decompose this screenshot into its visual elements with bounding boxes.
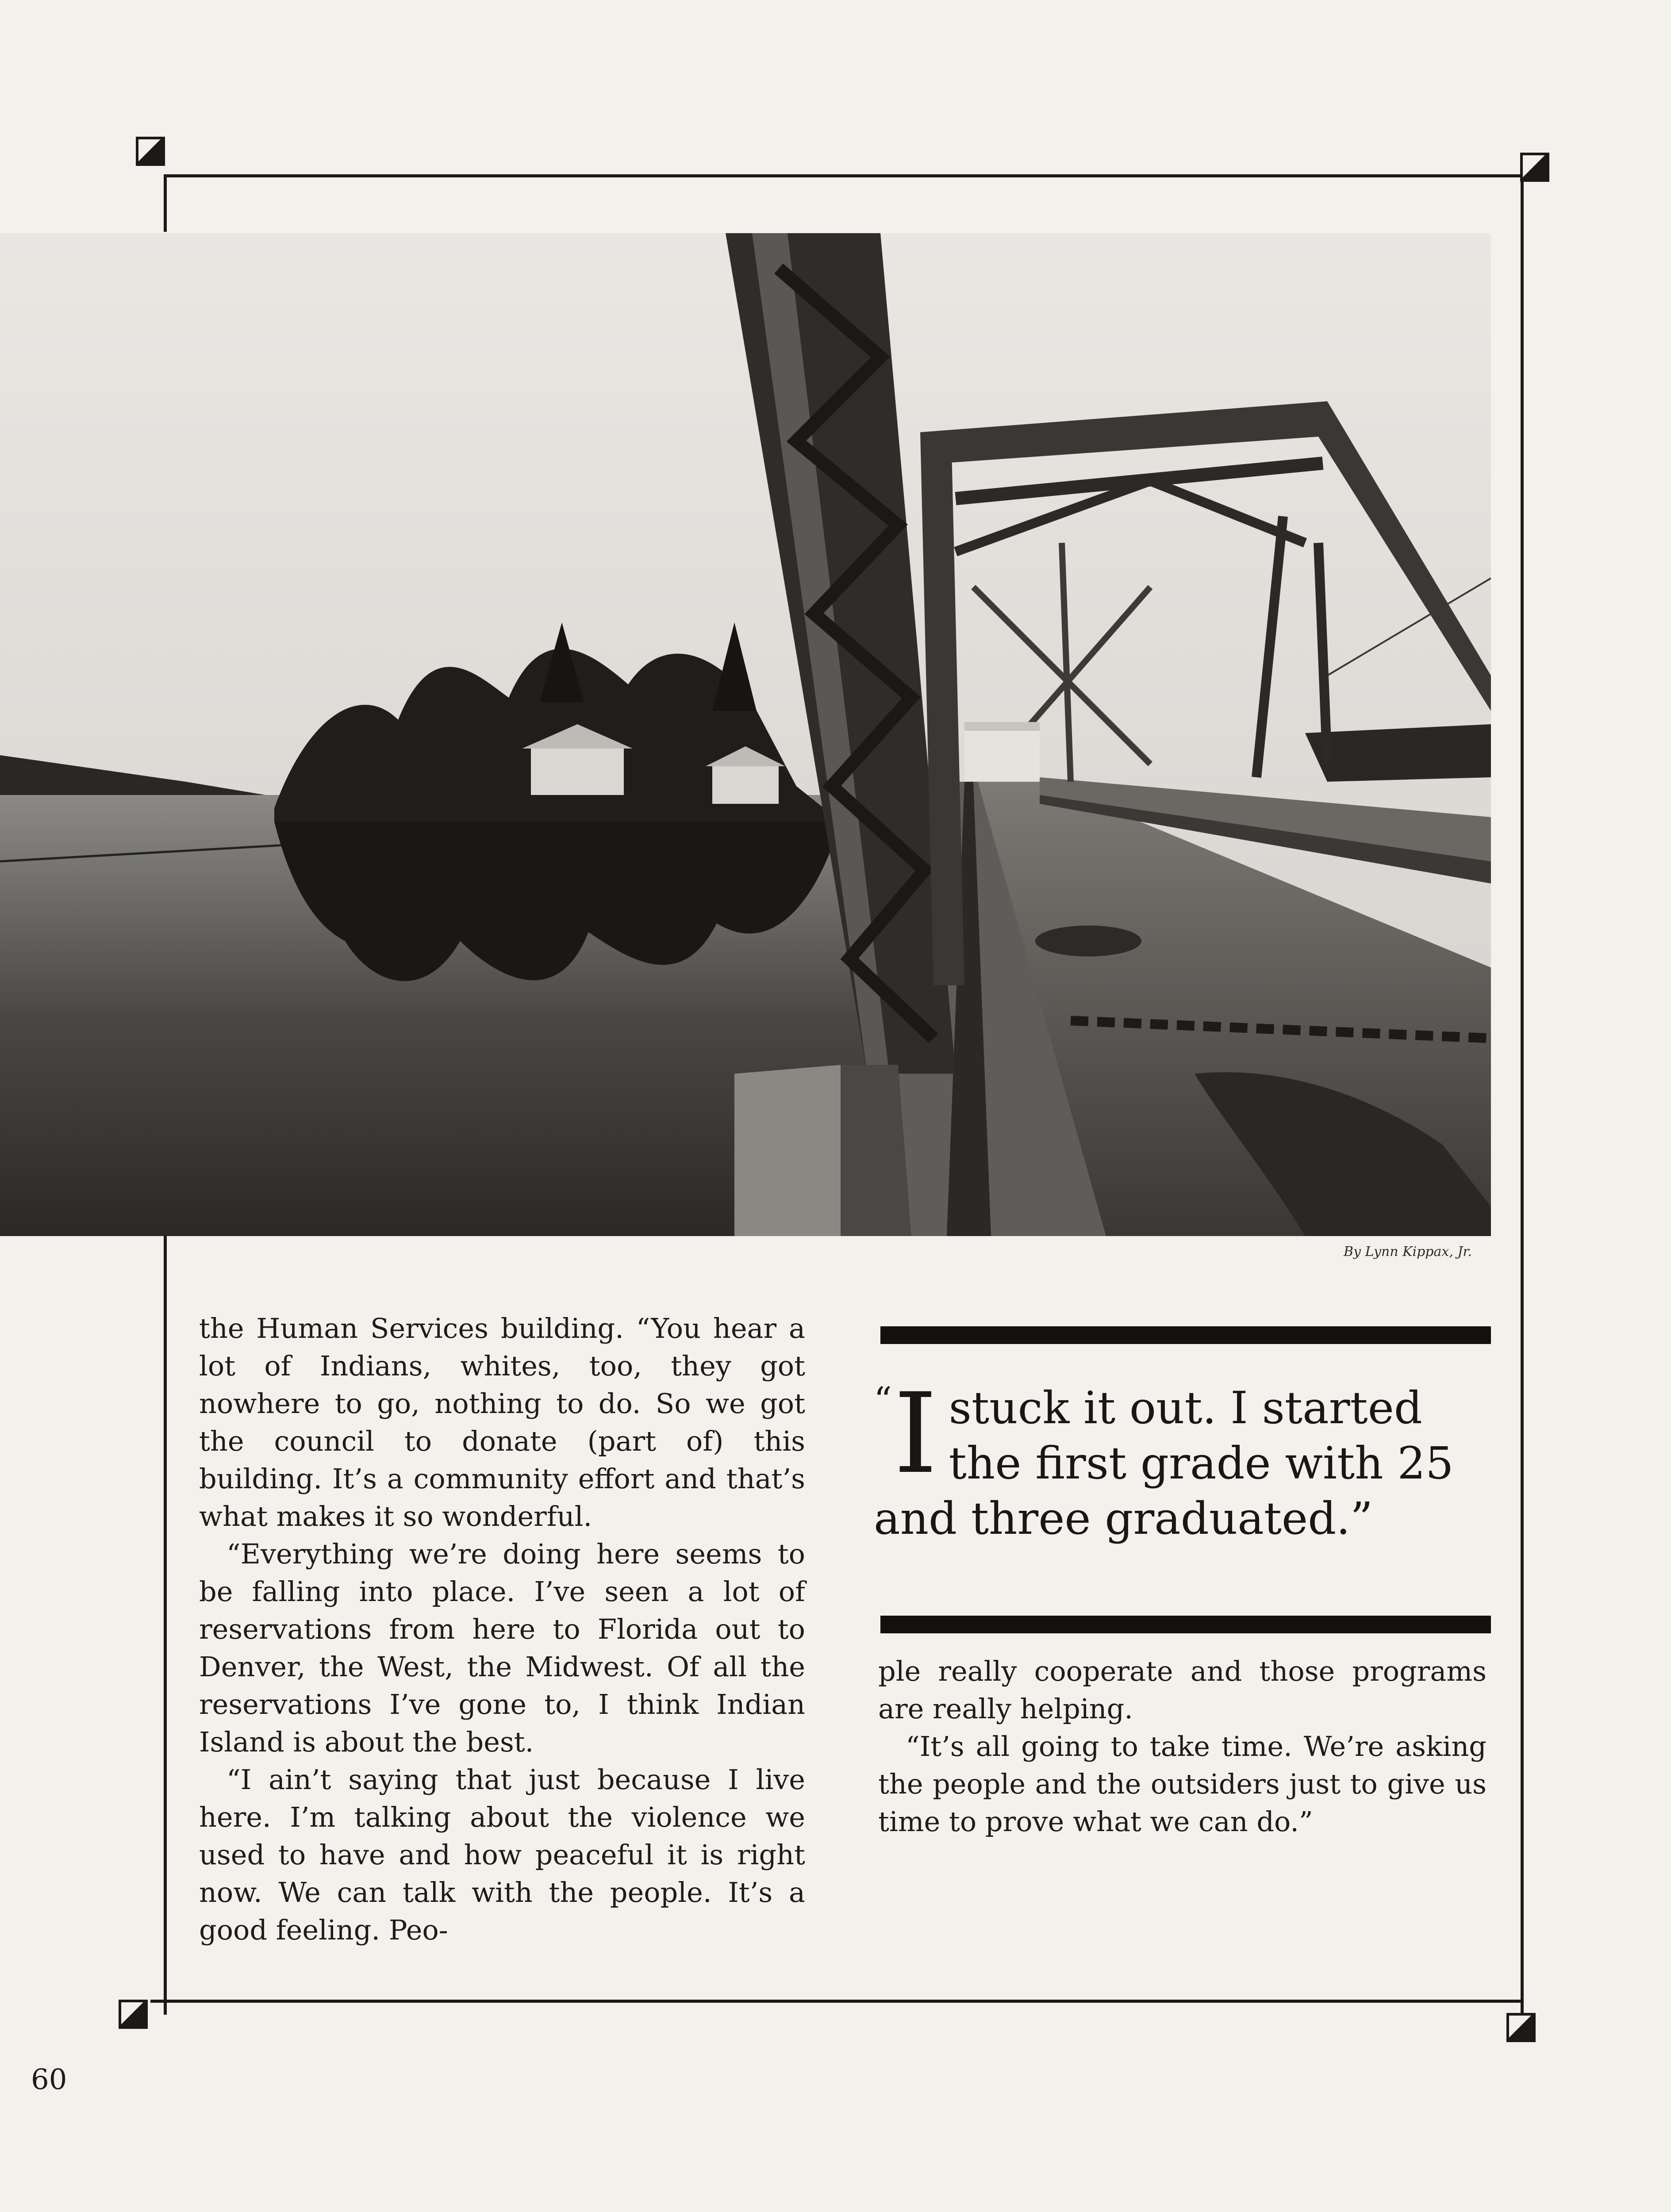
corner-ornament-bottom-right [1506,2013,1536,2042]
page-number: 60 [31,2063,67,2096]
corner-ornament-top-right [1520,153,1549,182]
frame-top-line [164,174,1524,177]
pull-quote [874,1369,1484,1546]
frame-left-line-top [164,174,167,232]
frame-bottom-line [150,2000,1522,2003]
article-paragraph: “It’s all going to take time. We’re asking the people and the outsiders just to give us time to prove what we can do.” [878,1730,1487,1838]
bridge-photo [0,233,1491,1236]
pull-quote-drop-cap: I [893,1369,937,1498]
corner-ornament-bottom-left [119,2000,148,2029]
article-column-right [878,1652,1487,1840]
frame-right-line [1521,174,1524,2028]
photo-credit: By Lynn Kippax, Jr. [1344,1244,1472,1260]
article-paragraph: the Human Services building. “You hear a lot of Indians, whites, too, they got nowhere to go, nothing to do. So we got the council to donate (part of) this building. It’s a community effort and that’s what makes it so wonderful. [199,1312,805,1532]
article-column-left [199,1310,805,1949]
pull-quote-text: stuck it out. I started the first grade with 25 and three graduated.” [874,1382,1454,1544]
article-paragraph: “Everything we’re doing here seems to be falling into place. I’ve seen a lot of reservations from here to Florida out to Denver, the West, the Midwest. Of all the reservations I’ve gone to, I think Indian Island is about the best. [199,1538,805,1758]
article-paragraph: ple really cooperate and those programs are really helping. [878,1655,1487,1725]
pull-quote-bottom-rule [880,1616,1491,1633]
frame-left-line-bottom [164,1236,167,2015]
article-paragraph: “I ain’t saying that just because I live here. I’m talking about the violence we used to have and how peaceful it is right now. We can talk with the people. It’s a good feeling. Peo- [199,1763,805,1946]
corner-ornament-top-left [136,137,165,166]
pull-quote-open-mark: “ [874,1379,892,1421]
pull-quote-top-rule [880,1326,1491,1344]
